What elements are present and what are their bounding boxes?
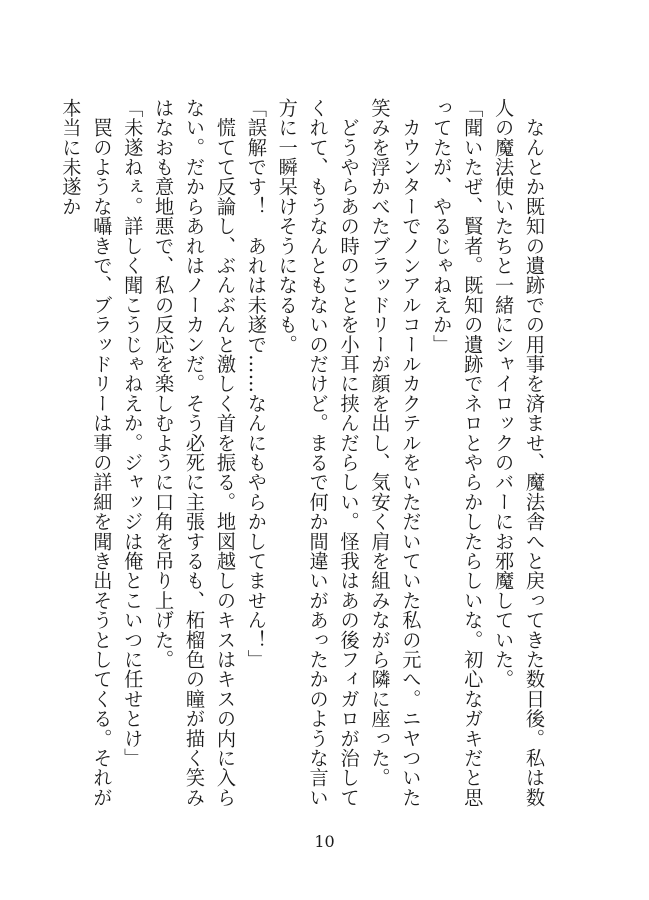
paragraph: なんとか既知の遺跡での用事を済ませ、魔法舎へと戻ってきた数日後。私は数人の魔法使いたちと一緒にシャイロックのバーにお邪魔していた。 [492,98,546,808]
paragraph: 「未遂ねぇ。詳しく聞こうじゃねえか。ジャッジは俺とこいつに任せとけ」 [121,98,145,768]
paragraph: 罠のような囁きで、ブラッドリーは事の詳細を聞き出そうとしてくる。それが本当に未遂か [59,98,114,808]
paragraph: 慌てて反論し、ぶんぶんと激しく首を振る。地図越しのキスはキスの内に入らない。だからあれはノーカンだ。そう必死に主張するも、柘榴色の瞳が描く笑みはなおも意地悪で、私の反応を楽しむように口角を吊り上げた。 [152,98,237,808]
page-number: 10 [314,832,335,851]
vertical-text-body [59,98,549,826]
paragraph: 「聞いたぜ、賢者。既知の遺跡でネロとやらかしたらしいな。初心なガキだと思ってたが、やるじゃねえか」 [430,98,485,808]
paragraph: 「誤解です！ あれは未遂で……なんにもやらかしてません！」 [244,98,268,670]
paragraph: どうやらあの時のことを小耳に挟んだらしい。怪我はあの後フィガロが治してくれて、もうなんともないのだけど。まるで何か間違いがあったかのような言い方に一瞬呆けそうになるも。 [275,98,361,808]
paragraph: カウンターでノンアルコールカクテルをいただいていた私の元へ。ニヤついた笑みを浮かべたブラッドリーが顔を出し、気安く肩を組みながら隣に座った。 [368,98,423,808]
